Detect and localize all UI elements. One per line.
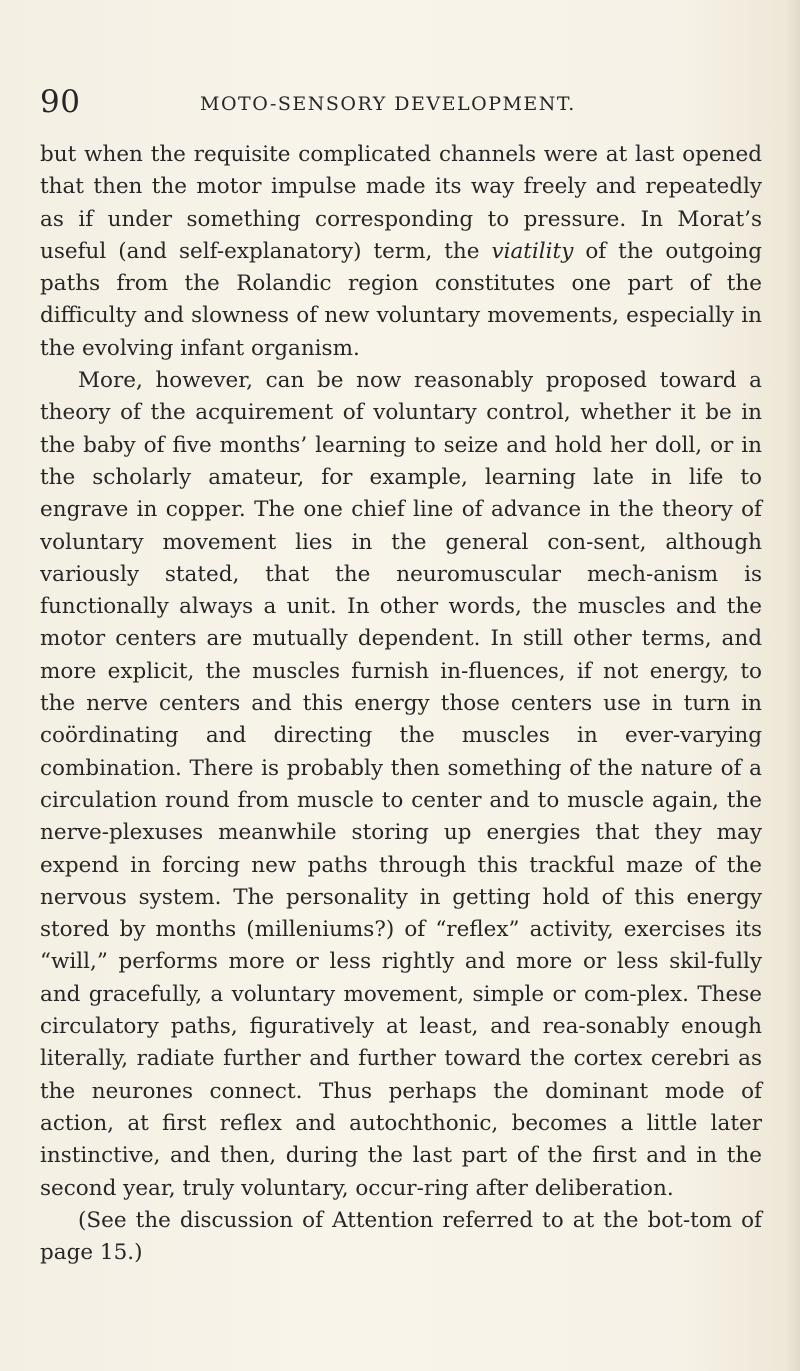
- paragraph-voluntary-control: More, however, can be now reasonably proposed toward a theory of the acquirement of voluntary control, whether it be in the baby of five months’ learning to seize and hold her doll, or in the scholarly amateur, for example, learning late in life to engrave in copper. The one chief line of advance in the theory of voluntary movement lies in the general con-sent, although variously stated, that the neuromuscular mech-anism is functionally always a unit. In other words, the muscles and the motor centers are mutually dependent. In still other terms, and more explicit, the muscles furnish in-fluences, if not energy, to the nerve centers and this energy those centers use in turn in coördinating and directing the muscles in ever-varying combination. There is probably then something of the nature of a circulation round from muscle to center and to muscle again, the nerve-plexuses meanwhile storing up energies that they may expend in forcing new paths through this trackful maze of the nervous system. The personality in getting hold of this energy stored by months (milleniums?) of “reflex” activity, exercises its “will,” performs more or less rightly and more or less skil-fully and gracefully, a voluntary movement, simple or com-plex. These circulatory paths, figuratively at least, and rea-sonably enough literally, radiate further and further toward the cortex cerebri as the neurones connect. Thus perhaps the dominant mode of action, at first reflex and autochthonic, becomes a little later instinctive, and then, during the last part of the first and in the second year, truly voluntary, occur-ring after deliberation.: [40, 368, 762, 1201]
- paragraph-1-text-start: but when the requisite complicated channels were at last opened that then the motor impulse made its way freely and repeatedly as if under something corresponding to pressure. In Morat’s useful (and self-explanatory) term, the: [40, 142, 762, 264]
- running-title: MOTO-SENSORY DEVELOPMENT.: [200, 93, 576, 115]
- paragraph-continuation: [40, 139, 762, 365]
- body-text: [40, 139, 762, 1269]
- page-number: 90: [40, 84, 81, 120]
- italic-term: viatility: [491, 238, 574, 264]
- running-head: [40, 82, 760, 122]
- paragraph-see-discussion: (See the discussion of Attention referred to at the bot-tom of page 15.): [40, 1207, 762, 1266]
- paragraph-1-text-end: of the outgoing paths from the Rolandic region constitutes one part of the difficulty and slowness of new voluntary movements, especially in the evolving infant organism.: [40, 238, 762, 361]
